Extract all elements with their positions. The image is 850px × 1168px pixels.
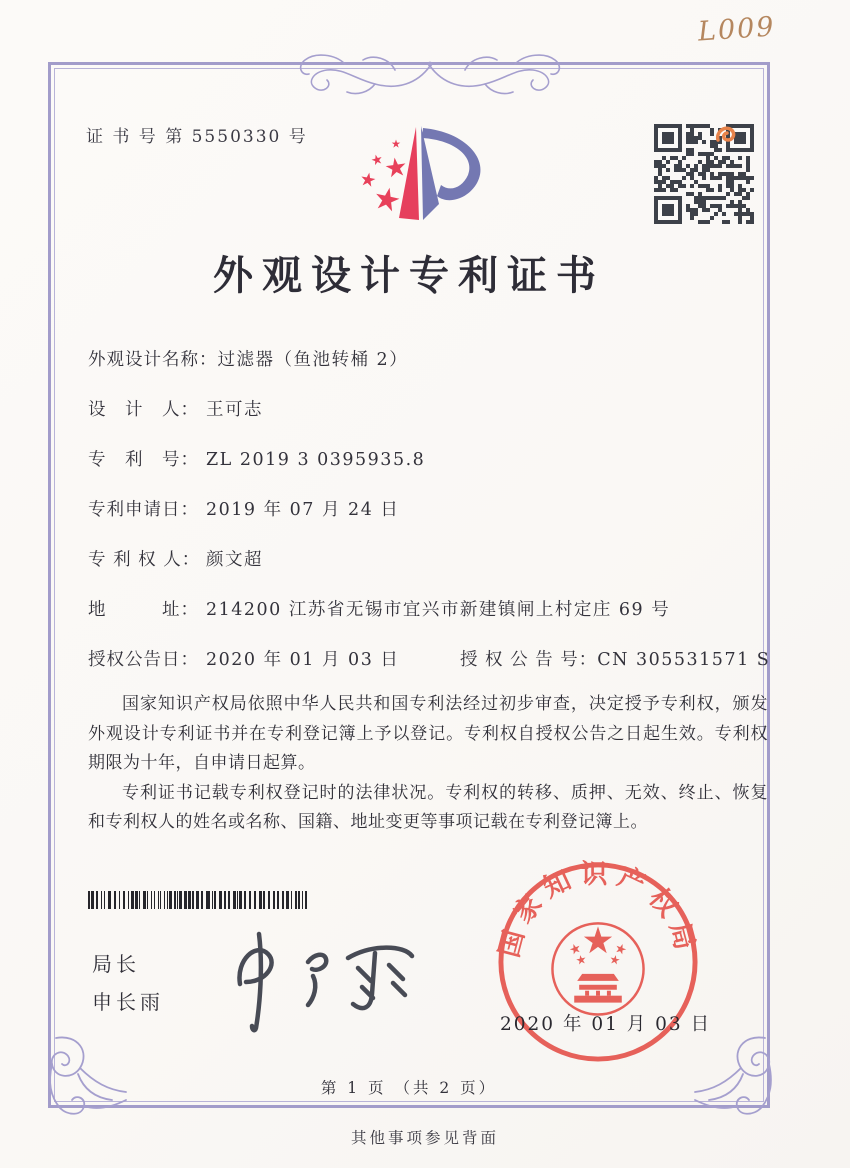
back-side-note: 其他事项参见背面: [350, 1129, 499, 1147]
field-grant-date-and-number: [88, 646, 771, 673]
legal-paragraph-2: 专利证书记载专利权登记时的法律状况。专利权的转移、质押、无效、终止、恢复和专利权人的姓名或名称、国籍、地址变更等事项记载在专利登记簿上。: [88, 782, 768, 832]
field-value: 颜文超: [206, 550, 263, 570]
field-label: 地 址：: [88, 600, 199, 620]
commissioner-signature-icon: [212, 926, 427, 1034]
certificate-title: 外观设计专利证书: [213, 252, 605, 299]
field-value: 214200 江苏省无锡市宜兴市新建镇闸上村定庄 69 号: [206, 600, 671, 620]
grant-number-label: 授 权 公 告 号：: [459, 650, 598, 670]
field-design-name: [88, 346, 768, 373]
field-value: 2019 年 07 月 24 日: [206, 500, 400, 520]
commissioner-title: 局长: [92, 952, 140, 976]
handwritten-code: L009: [697, 11, 777, 48]
commissioner-name: 申长雨: [92, 990, 164, 1014]
field-value: 过滤器（鱼池转桶 2）: [217, 350, 409, 370]
legal-text: [88, 690, 768, 838]
field-patentee: [88, 546, 768, 573]
field-list: [88, 346, 771, 696]
seal-text: 国家知识产权局: [494, 858, 702, 961]
field-value: ZL 2019 3 0395935.8: [206, 450, 426, 470]
field-label: 专 利 号：: [88, 450, 199, 470]
certificate-number: 证 书 号 第 5550330 号: [86, 127, 308, 147]
field-address: [88, 596, 768, 623]
orange-mark-icon: [712, 120, 746, 148]
field-value: 王可志: [206, 400, 263, 420]
field-label: 设 计 人：: [88, 400, 199, 420]
page-indicator: 第 1 页 （共 2 页）: [320, 1079, 498, 1097]
field-patent-number: [88, 446, 768, 473]
issue-date: 2020 年 01 月 03 日: [500, 1014, 712, 1035]
grant-number-value: CN 305531571 S: [597, 650, 771, 670]
barcode-icon: [88, 891, 310, 909]
field-filing-date: [88, 496, 768, 523]
legal-paragraph-1: 国家知识产权局依照中华人民共和国专利法经过初步审查，决定授予专利权，颁发外观设计专利证书并在专利登记簿上予以登记。专利权自授权公告之日起生效。专利权期限为十年，自申请日起算。: [88, 694, 768, 773]
field-designer: [88, 396, 768, 423]
field-label: 外观设计名称：: [88, 350, 218, 370]
field-value: 2020 年 01 月 03 日: [206, 650, 400, 670]
field-label: 授权公告日：: [88, 650, 199, 670]
field-label: 专利申请日：: [88, 500, 199, 520]
field-label: 专 利 权 人：: [88, 550, 201, 570]
cnipa-logo-icon: [340, 114, 510, 232]
